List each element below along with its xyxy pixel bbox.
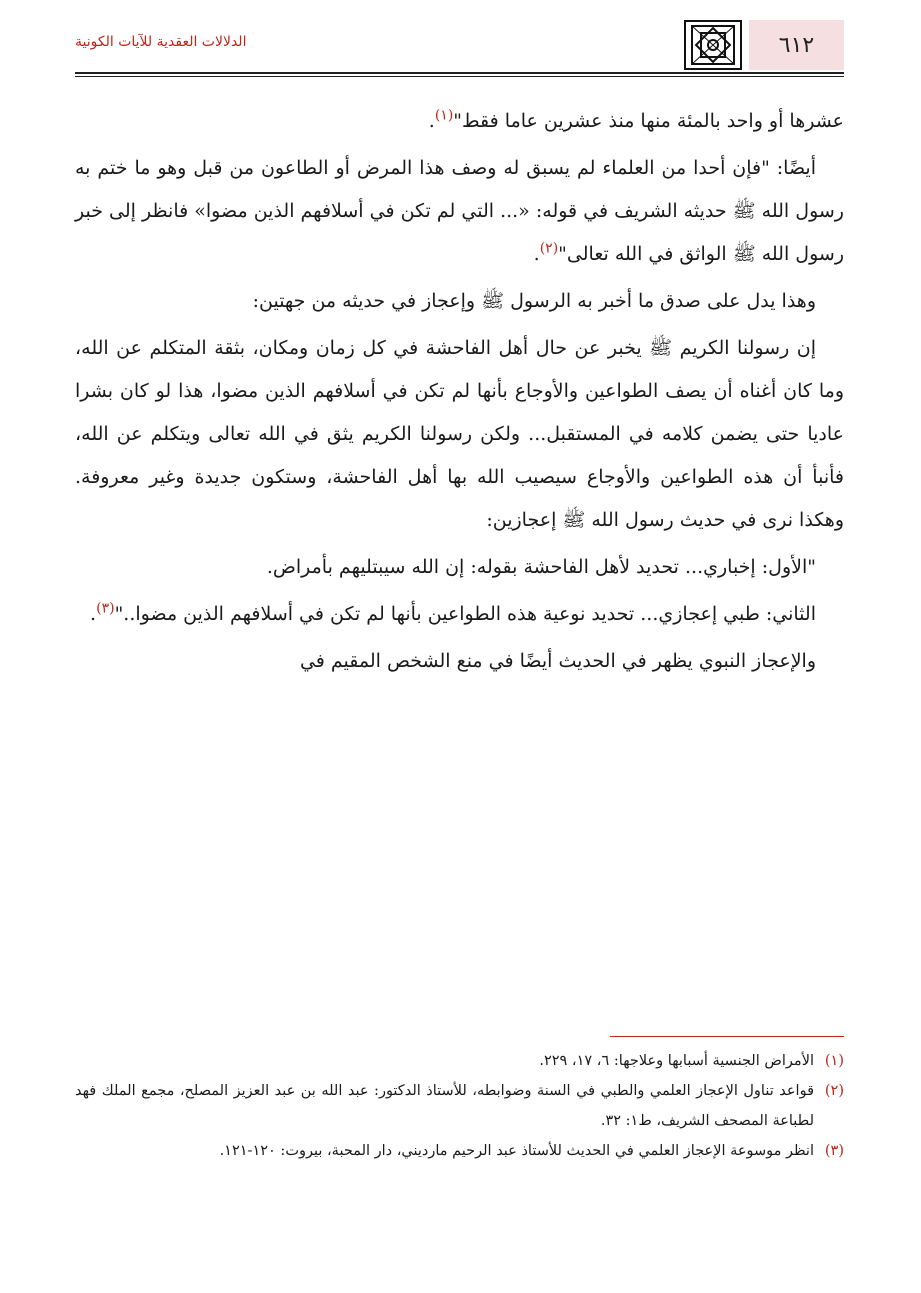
header-divider-thin	[75, 76, 844, 77]
paragraph: "الأول: إخباري... تحديد لأهل الفاحشة بقوله: إن الله سيبتليهم بأمراض.	[266, 556, 816, 578]
paragraph	[75, 147, 844, 276]
footnote-divider	[610, 1036, 844, 1037]
page-number-text: ٦١٢	[778, 32, 815, 58]
footnote-ref[interactable]: (١)	[434, 107, 454, 124]
footnote	[75, 1076, 844, 1136]
paragraph-tail: .	[90, 603, 97, 625]
page-number	[749, 20, 844, 70]
footnotes	[75, 1046, 844, 1166]
paragraph-tail: .	[533, 243, 540, 265]
paragraph: وهذا يدل على صدق ما أخبر به الرسول ﷺ وإعجاز في حديثه من جهتين:	[252, 290, 816, 312]
footnote-ref[interactable]: (٣)	[96, 600, 115, 617]
paragraph-text: أيضًا: "فإن أحدا من العلماء لم يسبق له وصف هذا المرض أو الطاعون من قبل وهو ما ختم به رسول الله ﷺ حديثه الشريف في قوله: «... التي لم تكن في أسلافهم الذين مضوا» فانظر إلى خبر رسول الله ﷺ الواثق في الله تعالى"	[75, 157, 844, 265]
header-divider	[75, 72, 844, 74]
paragraph	[75, 593, 844, 636]
footnote-number: (١)	[824, 1053, 844, 1069]
ornamental-knot-icon	[684, 20, 742, 70]
page-header	[75, 20, 844, 72]
footnote-ref[interactable]: (٢)	[539, 240, 559, 257]
paragraph: والإعجاز النبوي يظهر في الحديث أيضًا في منع الشخص المقيم في	[299, 650, 816, 672]
footnote-number: (٣)	[824, 1143, 844, 1159]
footnote-text: انظر موسوعة الإعجاز العلمي في الحديث للأستاذ عبد الرحيم مارديني، دار المحبة، بيروت: ١٢٠-١٢١.	[219, 1143, 814, 1159]
footnote-text: الأمراض الجنسية أسبابها وعلاجها: ٦، ١٧، ٢٢٩.	[539, 1053, 814, 1069]
paragraph: إن رسولنا الكريم ﷺ يخبر عن حال أهل الفاحشة في كل زمان ومكان، بثقة المتكلم عن الله، وما كان أغناه أن يصف الطواعين والأوجاع بأنها لم تكن في أسلافهم الذين مضوا، هذا لو كان بشرا عاديا حتى يضمن كلامه في المستقبل... ولكن رسولنا الكريم يثق في الله تعالى ويتكلم عن الله، فأنبأ أن هذه الطواعين والأوجاع سيصيب الله بها أهل الفاحشة، وستكون جديدة وغير معروفة. وهكذا نرى في حديث رسول الله ﷺ إعجازين:	[75, 337, 844, 531]
footnote-text: قواعد تناول الإعجاز العلمي والطبي في السنة وضوابطه، للأستاذ الدكتور: عبد الله بن عبد العزيز المصلح، مجمع الملك فهد لطباعة المصحف الشريف، ط١: ٣٢.	[75, 1083, 814, 1129]
paragraph-text: عشرها أو واحد بالمئة منها منذ عشرين عاما فقط"	[453, 110, 844, 132]
footnote-number: (٢)	[824, 1083, 844, 1099]
footnote	[75, 1136, 844, 1166]
footnote	[75, 1046, 844, 1076]
paragraph-text: الثاني: طبي إعجازي... تحديد نوعية هذه الطواعين بأنها لم تكن في أسلافهم الذين مضوا.."	[114, 603, 816, 625]
body-text	[75, 100, 844, 687]
paragraph-tail: .	[428, 110, 435, 132]
running-title: الدلالات العقدية للآيات الكونية	[75, 34, 247, 50]
paragraph	[75, 100, 844, 143]
